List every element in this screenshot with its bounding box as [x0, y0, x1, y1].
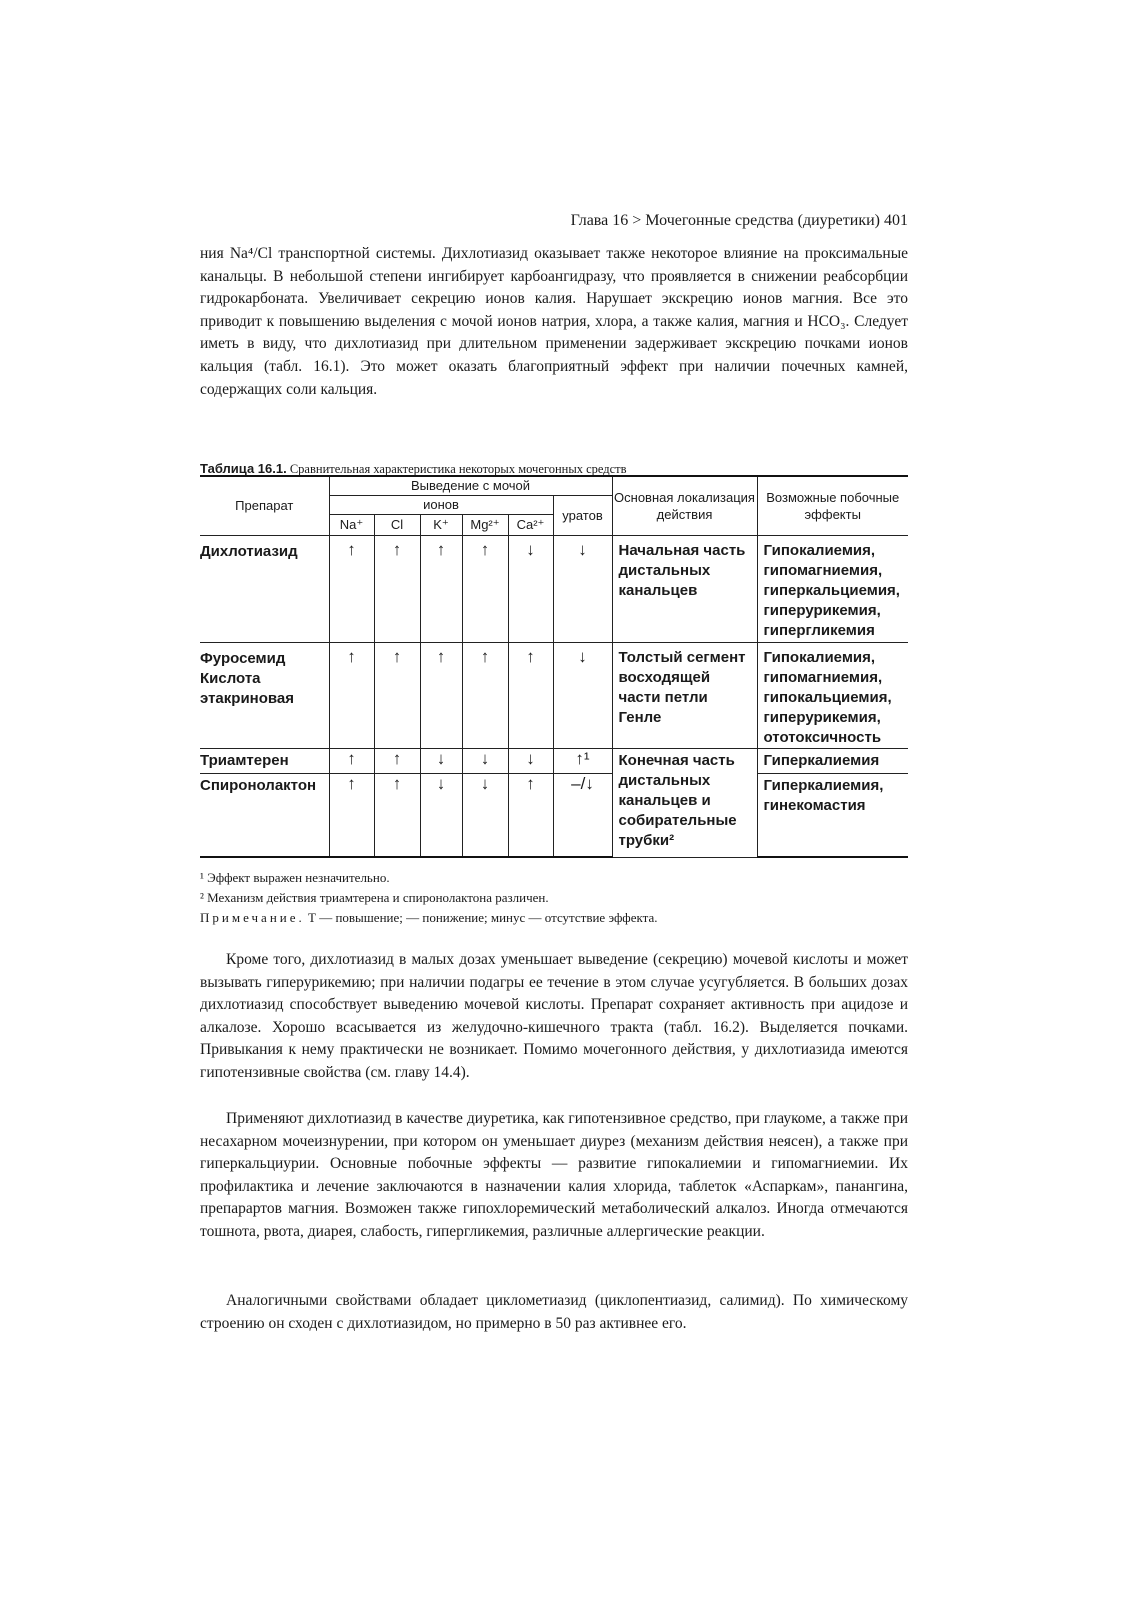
arrow-cell: ↑	[329, 535, 374, 642]
note-label: Примечание.	[200, 910, 305, 925]
table-row	[200, 642, 908, 748]
arrow-cell: ↑	[374, 535, 420, 642]
header-localization: Основная локализация действия	[612, 476, 757, 535]
table-row	[200, 748, 908, 773]
arrow-cell: ↑	[374, 748, 420, 773]
row-drug: Триамтерен	[200, 748, 329, 773]
arrow-cell: ↓	[462, 748, 508, 773]
arrow-cell: ↑	[508, 642, 553, 748]
header-side-effects: Возможные побочные эффекты	[757, 476, 908, 535]
arrow-cell: ↓	[462, 773, 508, 857]
row-drug: Дихлотиазид	[200, 535, 329, 642]
header-ion-k: K⁺	[420, 514, 462, 535]
header-excretion: Выведение с мочой	[329, 476, 612, 495]
arrow-cell: ↑	[462, 642, 508, 748]
footnote-3	[200, 908, 908, 928]
header-ion-cl: Cl	[374, 514, 420, 535]
arrow-cell: ↑	[329, 642, 374, 748]
arrow-cell: ↓	[508, 535, 553, 642]
row-effects: Гиперкалиемия	[757, 748, 908, 773]
header-ion-ca: Ca²⁺	[508, 514, 553, 535]
footnote-2: ² Механизм действия триамтерена и спиронолактона различен.	[200, 890, 549, 905]
arrow-cell: ↓	[553, 535, 612, 642]
running-head: Глава 16 > Мочегонные средства (диуретики) 401	[570, 212, 908, 229]
arrow-cell: ↑	[329, 748, 374, 773]
arrow-cell: ↑	[329, 773, 374, 857]
footnote-1: ¹ Эффект выражен незначительно.	[200, 870, 390, 885]
arrow-cell: ↓	[553, 642, 612, 748]
comparison-table	[200, 475, 908, 858]
header-ion-na: Na⁺	[329, 514, 374, 535]
body-paragraph-3: Аналогичными свойствами обладает циклометиазид (циклопентиазид, салимид). По химическому строению он сходен с дихлотиазидом, но примерно в 50 раз активнее его.	[200, 1292, 908, 1332]
intro-paragraph: ния Na⁴/Cl транспортной системы. Дихлотиазид оказывает также некоторое влияние на проксимальные канальцы. В небольшой степени ингибирует карбоангидразу, что проявляется в снижении реабсорбции гидрокарбоната. Увеличивает секрецию ионов калия. Нарушает экскрецию ионов магния. Все это приводит к повышению выделения с мочой ионов натрия, хлора, а также калия, магния и HCO₃. Следует иметь в виду, что дихлотиазид при длительном применении задерживает экскрецию почками ионов кальция (табл. 16.1). Это может оказать благоприятный эффект при наличии почечных камней, содержащих соли кальция.	[200, 245, 908, 398]
row-drug: Спиронолактон	[200, 773, 329, 857]
row-localization: Конечная часть дистальных канальцев и собирательные трубки²	[612, 748, 757, 857]
row-effects: Гипокалиемия, гипомагниемия, гипокальциемия, гиперурикемия, ототоксичность	[757, 642, 908, 748]
arrow-cell: ↓	[508, 748, 553, 773]
arrow-cell: ↑	[462, 535, 508, 642]
table-notes	[200, 868, 908, 928]
arrow-cell: ↑	[508, 773, 553, 857]
arrow-cell: ↑	[374, 642, 420, 748]
arrow-cell: ↑¹	[553, 748, 612, 773]
arrow-cell: ↓	[420, 773, 462, 857]
body-paragraph-1: Кроме того, дихлотиазид в малых дозах уменьшает выведение (секрецию) мочевой кислоты и может вызывать гиперурикемию; при наличии подагры ее течение в этом случае усугубляется. В больших дозах дихлотиазид способствует выведению мочевой кислоты. Препарат сохраняет активность при ацидозе и алкалозе. Хорошо всасывается из желудочно-кишечного тракта (табл. 16.2). Выделяется почками. Привыкания к нему практически не возникает. Помимо мочегонного действия, у дихлотиазида имеются гипотензивные свойства (см. главу 14.4).	[200, 951, 908, 1081]
arrow-cell: –/↓	[553, 773, 612, 857]
table-row	[200, 773, 908, 857]
table-caption-text: Сравнительная характеристика некоторых мочегонных средств	[289, 462, 627, 476]
body-paragraph-2: Применяют дихлотиазид в качестве диуретика, как гипотензивное средство, при глаукоме, а также при несахарном мочеизнурении, при котором он уменьшает диурез (механизм действия неясен), а также при гиперкальциурии. Основные побочные эффекты — развитие гипокалиемии и гипомагниемии. Их профилактика и лечение заключаются в назначении калия хлорида, таблеток «Аспаркам», панангина, препарартов магния. Возможен также гипохлоремический метаболический алкалоз. Иногда отмечаются тошнота, рвота, диарея, слабость, гипергликемия, различные аллергические реакции.	[200, 1110, 908, 1240]
note-text: Т — повышение; — понижение; минус — отсутствие эффекта.	[308, 910, 658, 925]
row-effects: Гиперкалиемия, гинекомастия	[757, 773, 908, 857]
row-localization: Толстый сегмент восходящей части петли Генле	[612, 642, 757, 748]
header-ion-mg: Mg²⁺	[462, 514, 508, 535]
header-drug: Препарат	[200, 476, 329, 535]
arrow-cell: ↑	[420, 642, 462, 748]
row-localization: Начальная часть дистальных канальцев	[612, 535, 757, 642]
arrow-cell: ↑	[374, 773, 420, 857]
arrow-cell: ↑	[420, 535, 462, 642]
table-caption-label: Таблица 16.1.	[200, 461, 287, 476]
header-urates: уратов	[553, 495, 612, 535]
header-ions: ионов	[329, 495, 553, 514]
arrow-cell: ↓	[420, 748, 462, 773]
row-effects: Гипокалиемия, гипомагниемия, гиперкальциемия, гиперурикемия, гипергликемия	[757, 535, 908, 642]
row-drug: Фуросемид Кислота этакриновая	[200, 642, 329, 748]
table-row	[200, 535, 908, 642]
